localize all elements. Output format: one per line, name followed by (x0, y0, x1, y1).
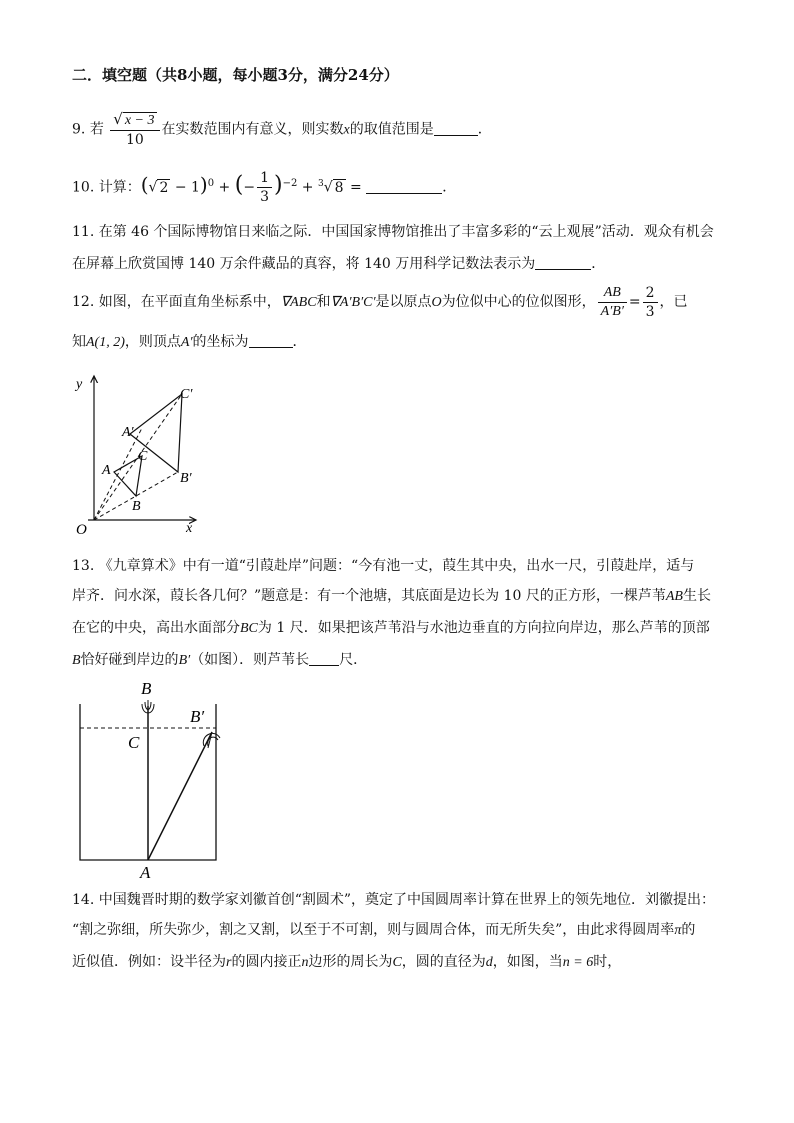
question-13-line4 (72, 650, 367, 671)
q10-end: ． (442, 179, 457, 196)
q10-cube-index: 3 (317, 179, 324, 189)
q9-fraction: $\frac{√ x - 3}{10}$ (110, 110, 159, 149)
label-y: y (76, 377, 83, 392)
q10-exp-neg2: −2 (282, 178, 298, 189)
q9-text: 在实数范围内有意义，则实数 (161, 121, 344, 138)
q11-answer-blank[interactable] (535, 255, 591, 270)
q12-origin: O (431, 295, 442, 310)
q13-answer-blank[interactable] (309, 651, 339, 666)
label-b: B (141, 679, 152, 698)
q12-tri1: ∇ABC (280, 295, 317, 310)
question-11-line2 (72, 254, 605, 274)
q14-line1: 中国魏晋时期的数学家刘徽首创“割圆术”，奠定了中国圆周率计算在世界上的领先地位．刘徽提出： (98, 892, 716, 908)
q9-end: ． (477, 121, 492, 138)
label-c-prime: C′ (180, 387, 193, 402)
q14-line3-a: 近似值．例如：设半径为 (72, 954, 226, 970)
q13-pond-figure (72, 676, 232, 882)
q10-number: 10. (72, 179, 95, 196)
label-b: B (132, 499, 141, 514)
q14-r: r (226, 955, 232, 970)
question-10: 10. 计算：(√ 2 − 1)$^0$ + (− $\frac{1}{3}$ )$^{-2}$ + $^3$√ 8 = ． (72, 170, 457, 206)
q13-line3-a: 在它的中央，高出水面部分 (72, 620, 240, 636)
q12-ratio-eq: = (628, 294, 641, 310)
question-11-line1 (72, 222, 714, 242)
q12-end: ． (292, 334, 307, 350)
question-9 (72, 110, 492, 149)
question-13-line1 (72, 556, 694, 576)
q13-line4-d: （如图）．则芦苇长 (190, 652, 310, 668)
q13-line4-e: 尺． (339, 652, 368, 668)
q14-number: 14. (72, 892, 95, 908)
q13-line4-b: 恰好碰到岸边的 (80, 652, 179, 668)
label-a: A (140, 863, 151, 882)
q14-line3-e: ，如图，当 (492, 954, 563, 970)
q10-cube-radicand: 8 (334, 179, 344, 196)
q12-line1-a: 如图，在平面直角坐标系中， (98, 294, 281, 310)
question-13-line2 (72, 586, 711, 607)
q12-line1-end: ，已 (659, 294, 688, 310)
q12-line2-c: 的坐标为 (192, 334, 249, 350)
q9-number: 9. (72, 121, 86, 138)
q9-denominator: 10 (125, 132, 144, 148)
q12-line2-a: 知 (72, 334, 86, 350)
label-c: C (128, 733, 140, 752)
q9-var: x (343, 122, 350, 138)
q12-and: 和 (316, 294, 331, 310)
q12-number: 12. (72, 294, 95, 310)
q13-line3-b: 为 1 尺．如果把该芦苇沿与水池边垂直的方向拉向岸边，那么芦苇的顶部 (257, 620, 710, 636)
q10-eq: = (350, 179, 362, 196)
q9-text2: 的取值范围是 (349, 121, 434, 138)
label-c: C (138, 449, 148, 464)
q13-var-ab: AB (665, 589, 683, 604)
q12-coordinate-figure (70, 368, 210, 540)
label-o: O (76, 522, 87, 538)
reed-tilted (148, 732, 212, 860)
label-a: A (102, 463, 111, 478)
q12-line2-b: ，则顶点 (124, 334, 181, 350)
q10-answer-blank[interactable] (366, 179, 442, 194)
q14-n: n (301, 955, 309, 970)
q14-line3-f: 时， (593, 954, 622, 970)
q11-line2: 在屏幕上欣赏国博 140 万余件藏品的真容，将 140 万用科学记数法表示为 (72, 256, 536, 272)
q13-line1: 《九章算术》中有一道“引葭赴岸”问题：“今有池一丈，葭生其中央，出水一尺，引葭赴岸，适与 (98, 558, 695, 574)
q12-tri2: ∇A′B′C′ (330, 295, 376, 310)
question-14-line1 (72, 890, 715, 910)
q14-line2-b: 的 (681, 922, 696, 938)
q12-answer-blank[interactable] (249, 333, 293, 348)
q14-line2-a: “割之弥细，所失弥少，割之又割，以至于不可割，则与圆周合体，而无所失矣”，由此求得圆周率 (72, 922, 675, 938)
q13-number: 13. (72, 558, 95, 574)
q13-line2-end: 生长 (682, 588, 711, 604)
q10-exp0: 0 (207, 178, 215, 189)
q12-point: A(1, 2) (86, 335, 125, 350)
q9-answer-blank[interactable] (434, 121, 478, 136)
q11-number: 11. (72, 224, 95, 240)
q9-prefix: 若 (89, 121, 104, 138)
question-12-line2 (72, 332, 307, 353)
q11-line1: 在第 46 个国际博物馆日来临之际．中国国家博物馆推出了丰富多彩的“云上观展”活动．观众有机会 (98, 224, 714, 240)
q12-ratio: $\frac{AB}{A'B'}$ (598, 284, 627, 321)
reed-tip-b (142, 700, 154, 716)
q12-line1-b: 是以原点 (375, 294, 432, 310)
q14-line3-c: 边形的周长为 (308, 954, 393, 970)
q14-line3-b: 的圆内接正 (231, 954, 302, 970)
q13-line4-a: B (72, 653, 81, 668)
question-14-line3 (72, 952, 621, 973)
q10-fraction: $\frac{1}{3}$ (257, 169, 272, 206)
label-x: x (186, 521, 193, 536)
q10-radicand: 2 (159, 179, 169, 196)
q14-line3-d: ，圆的直径为 (401, 954, 486, 970)
q13-line2: 岸齐．问水深，葭长各几何？”题意是：有一个池塘，其底面是边长为 10 尺的正方形，一棵芦苇 (72, 588, 666, 604)
question-13-line3 (72, 618, 710, 639)
q14-pi: π (674, 923, 682, 938)
q10-label: 计算： (98, 179, 141, 196)
question-14-line2 (72, 920, 695, 941)
label-b-prime: B′ (180, 471, 192, 486)
q13-var-bc: BC (240, 621, 258, 636)
q12-ratio-value: $\frac{2}{3}$ (643, 284, 658, 321)
q14-cond: n = 6 (562, 955, 594, 970)
q11-end: ． (591, 256, 606, 272)
q14-c: C (392, 955, 402, 970)
q12-target: A′ (180, 335, 193, 350)
question-12-line1 (72, 282, 688, 323)
q12-line1-c: 为位似中心的位似图形， (441, 294, 596, 310)
section-title: 二．填空题（共8小题，每小题3分，满分24分） (72, 66, 399, 84)
label-a-prime: A′ (122, 425, 134, 440)
q13-line4-c: B′ (178, 653, 191, 668)
q14-d: d (485, 955, 493, 970)
q9-radicand: x − 3 (124, 113, 155, 128)
label-b-prime: B′ (190, 707, 205, 726)
